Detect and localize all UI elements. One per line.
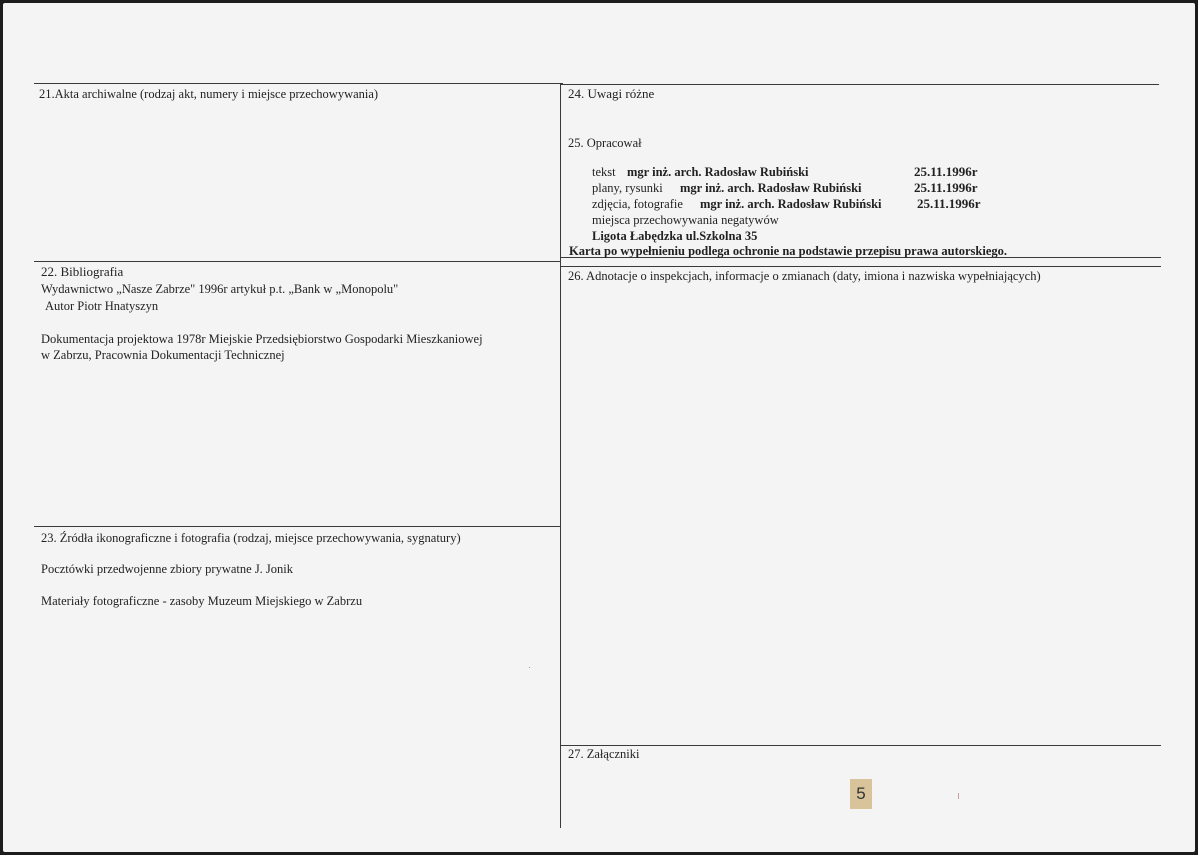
bibliography-line-4: w Zabrzu, Pracownia Dokumentacji Technicznej: [41, 348, 285, 362]
author-row-text-label: tekst: [592, 165, 616, 179]
author-row-photos-name: mgr inż. arch. Radosław Rubiński: [700, 197, 882, 211]
section-24-title: 24. Uwagi różne: [568, 86, 655, 101]
bibliography-line-3: Dokumentacja projektowa 1978r Miejskie Przedsiębiorstwo Gospodarki Mieszkaniowej: [41, 332, 483, 346]
author-row-text-name: mgr inż. arch. Radosław Rubiński: [627, 165, 809, 179]
iconography-line-2: Materiały fotograficzne - zasoby Muzeum Miejskiego w Zabrzu: [41, 594, 363, 608]
section-21-title: 21.Akta archiwalne (rodzaj akt, numery i miejsce przechowywania): [39, 87, 379, 101]
page-number: 5: [850, 779, 872, 809]
top-rule-left: [34, 83, 563, 84]
copyright-notice: Karta po wypełnieniu podlega ochronie na podstawie przepisu prawa autorskiego.: [569, 244, 1008, 258]
negatives-place: Ligota Łabędzka ul.Szkolna 35: [592, 229, 758, 243]
document-page: [3, 3, 1195, 852]
author-row-photos-date: 25.11.1996r: [917, 196, 981, 211]
section-23-title: 23. Źródła ikonograficzne i fotografia (rodzaj, miejsce przechowywania, sygnatury): [41, 531, 461, 545]
rule-25-26-b: [561, 266, 1161, 267]
bibliography-line-1: Wydawnictwo „Nasze Zabrze" 1996r artykuł p.t. „Bank w „Monopolu": [41, 282, 399, 296]
author-row-photos-label: zdjęcia, fotografie: [592, 197, 683, 211]
top-rule-right: [561, 84, 1159, 85]
author-row-plans-name: mgr inż. arch. Radosław Rubiński: [680, 181, 862, 195]
negatives-label: miejsca przechowywania negatywów: [592, 213, 779, 227]
author-row-text-date: 25.11.1996r: [914, 164, 978, 179]
center-divider: [560, 83, 561, 828]
section-27-title: 27. Załączniki: [568, 747, 640, 761]
bibliography-line-2: Autor Piotr Hnatyszyn: [45, 299, 159, 313]
scan-speck: [529, 667, 530, 668]
rule-21-22: [34, 261, 561, 262]
section-22-title: 22. Bibliografia: [41, 264, 124, 279]
section-26-title: 26. Adnotacje o inspekcjach, informacje o zmianach (daty, imiona i nazwiska wypełniających): [568, 269, 1041, 283]
scan-speck: [958, 793, 959, 799]
rule-22-23: [34, 526, 561, 527]
author-row-plans-date: 25.11.1996r: [914, 180, 978, 195]
iconography-line-1: Pocztówki przedwojenne zbiory prywatne J. Jonik: [41, 562, 294, 576]
rule-26-27: [561, 745, 1161, 746]
author-row-plans-label: plany, rysunki: [592, 181, 663, 195]
section-25-title: 25. Opracował: [568, 136, 642, 150]
